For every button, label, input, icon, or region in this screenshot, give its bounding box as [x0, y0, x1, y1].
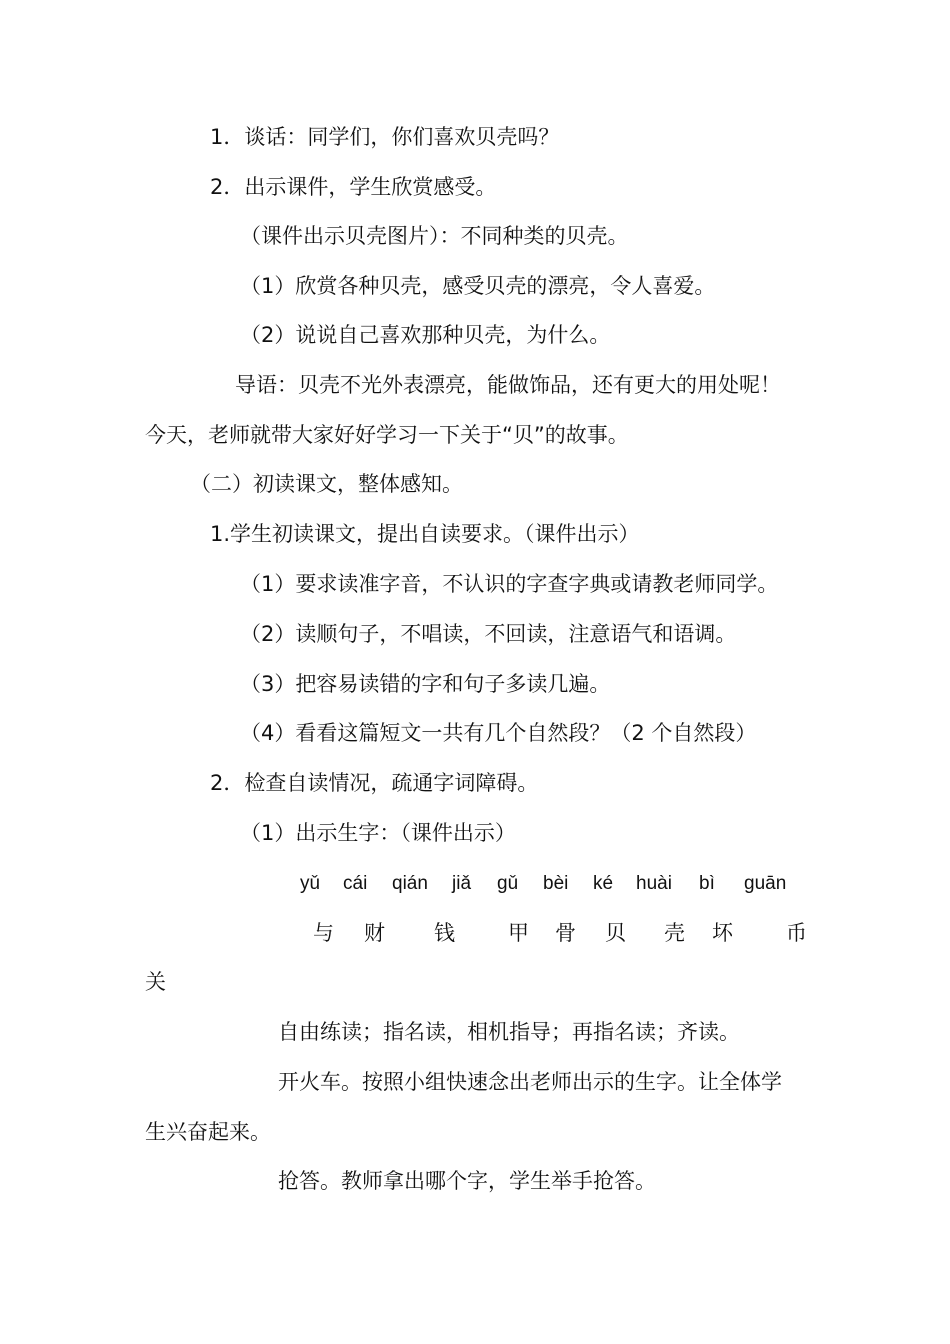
character: 甲: [508, 921, 529, 945]
character: 财: [364, 921, 385, 945]
text-line: （2）读顺句子，不唱读，不回读，注意语气和语调。: [240, 622, 737, 646]
text-line: 生兴奋起来。: [145, 1120, 271, 1144]
character: 贝: [605, 921, 626, 945]
character: 关: [145, 970, 166, 994]
pinyin: jiǎ: [452, 873, 472, 894]
character: 币: [786, 921, 807, 945]
character: 与: [313, 921, 334, 945]
pinyin: ké: [593, 873, 614, 894]
pinyin: cái: [343, 873, 368, 894]
pinyin: bèi: [543, 873, 569, 894]
text-line: （1）出示生字：（课件出示）: [240, 821, 516, 845]
text-line: （4）看看这篇短文一共有几个自然段？（2 个自然段）: [240, 721, 757, 745]
text-line: 2．出示课件，学生欣赏感受。: [210, 175, 497, 199]
pinyin: gǔ: [497, 873, 519, 894]
text-line: 1．谈话：同学们，你们喜欢贝壳吗？: [210, 125, 560, 149]
text-line: （2）说说自己喜欢那种贝壳，为什么。: [240, 323, 611, 347]
text-line: （1）要求读准字音，不认识的字查字典或请教老师同学。: [240, 572, 779, 596]
character: 钱: [434, 921, 455, 945]
text-line: （3）把容易读错的字和句子多读几遍。: [240, 672, 611, 696]
character: 壳: [664, 921, 685, 945]
character: 骨: [555, 921, 576, 945]
text-line: 1.学生初读课文，提出自读要求。（课件出示）: [210, 522, 640, 546]
text-line: （1）欣赏各种贝壳，感受贝壳的漂亮，令人喜爱。: [240, 274, 716, 298]
pinyin: bì: [699, 873, 715, 894]
text-line: 2．检查自读情况，疏通字词障碍。: [210, 771, 539, 795]
text-line: 开火车。按照小组快速念出老师出示的生字。让全体学: [278, 1070, 782, 1094]
text-line: 导语：贝壳不光外表漂亮，能做饰品，还有更大的用处呢！: [235, 373, 781, 397]
pinyin: yǔ: [300, 873, 321, 894]
pinyin: qián: [392, 873, 428, 894]
pinyin: guān: [744, 873, 787, 894]
text-line: 自由练读；指名读，相机指导；再指名读；齐读。: [278, 1020, 740, 1044]
text-line: 今天，老师就带大家好好学习一下关于“贝”的故事。: [145, 423, 629, 447]
text-line: 抢答。教师拿出哪个字，学生举手抢答。: [278, 1169, 656, 1193]
text-line: （课件出示贝壳图片）：不同种类的贝壳。: [240, 224, 629, 248]
pinyin: huài: [636, 873, 672, 894]
section-heading: （二）初读课文，整体感知。: [190, 472, 463, 496]
character: 坏: [712, 921, 733, 945]
